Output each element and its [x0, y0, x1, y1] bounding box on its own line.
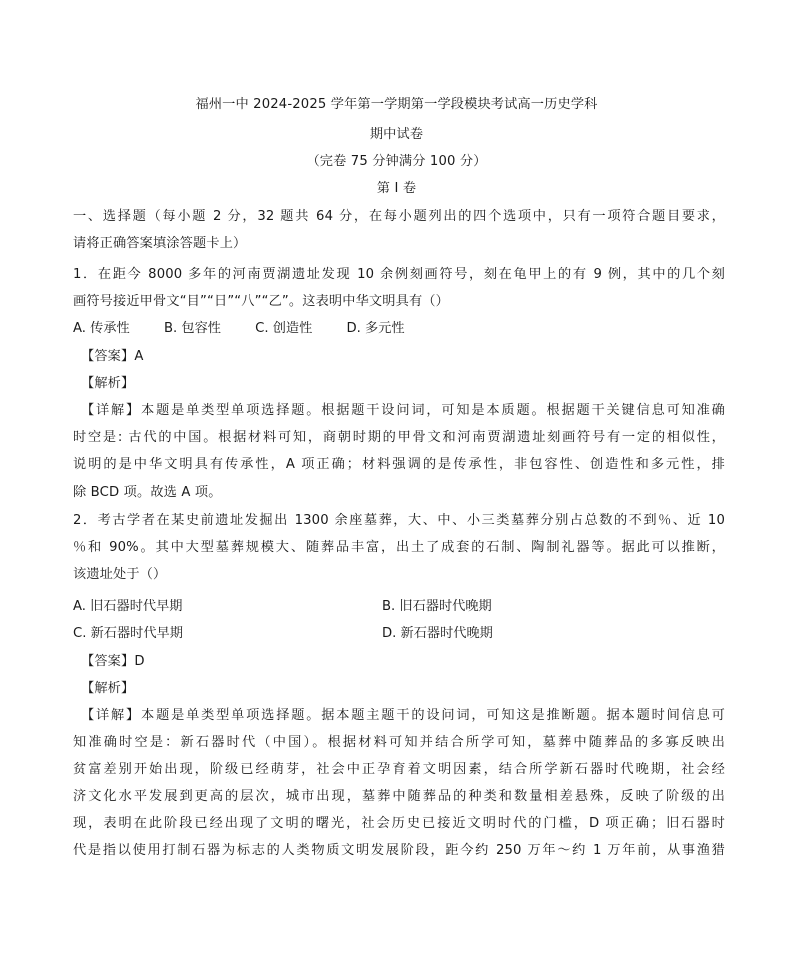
q1-detail-line3: 说明的是中华文明具有传承性，A 项正确；材料强调的是传承性，非包容性、创造性和多元性，排 [73, 457, 725, 472]
section-instruction-line2: 请将正确答案填涂答题卡上） [73, 236, 247, 251]
section-instruction-line1: 一、选择题（每小题 2 分，32 题共 64 分，在每小题列出的四个选项中，只有一项符合题目要求， [73, 209, 725, 224]
q2-detail-line1: 【详解】本题是单类型单项选择题。据本题主题干的设问词，可知这是推断题。据本题时间信息可 [81, 708, 725, 723]
q2-detail-line4: 济文化水平发展到更高的层次，城市出现，墓葬中随葬品的种类和数量相差悬殊，反映了阶级的出 [73, 789, 725, 804]
exam-subtitle: 期中试卷 [369, 127, 424, 142]
q1-stem-line2: 画符号接近甲骨文“目”“日”“八”“乙”。这表明中华文明具有（） [73, 294, 449, 309]
q1-option-c: C. 创造性 [255, 321, 313, 336]
q1-option-d: D. 多元性 [346, 321, 405, 336]
volume-label: 第 I 卷 [376, 181, 417, 196]
exam-title: 福州一中 2024-2025 学年第一学期第一学段模块考试高一历史学科 [195, 97, 598, 112]
q2-option-d: D. 新石器时代晚期 [382, 626, 493, 641]
q1-options [73, 320, 725, 338]
q2-detail-line6: 代是指以使用打制石器为标志的人类物质文明发展阶段，距今约 250 万年～约 1 万年前，从事渔猎 [73, 843, 725, 858]
q1-analysis-label: 【解析】 [81, 376, 135, 391]
q2-answer: 【答案】D [81, 654, 145, 669]
q1-option-a: A. 传承性 [73, 321, 130, 336]
q1-option-b: B. 包容性 [163, 321, 221, 336]
q2-stem-line1: 2．考古学者在某史前遗址发掘出 1300 余座墓葬，大、中、小三类墓葬分别占总数的不到％、近 10 [73, 513, 725, 528]
q2-option-a: A. 旧石器时代早期 [73, 599, 183, 614]
q2-option-b: B. 旧石器时代晚期 [382, 599, 492, 614]
q2-detail-line5: 现，表明在此阶段已经出现了文明的曙光，社会历史已接近文明时代的门槛，D 项正确；旧石器时 [73, 816, 725, 831]
q2-option-c: C. 新石器时代早期 [73, 626, 183, 641]
q1-detail-line1: 【详解】本题是单类型单项选择题。根据题干设问词，可知是本质题。根据题干关键信息可知准确 [81, 403, 725, 418]
q1-answer: 【答案】A [81, 349, 144, 364]
q2-stem-line3: 该遗址处于（） [73, 567, 167, 582]
q2-detail-line2: 知准确时空是：新石器时代（中国）。根据材料可知并结合所学可知，墓葬中随葬品的多寡反映出 [73, 735, 725, 750]
q2-stem-line2: ％和 90%。其中大型墓葬规模大、随葬品丰富，出土了成套的石制、陶制礼器等。据此可以推断， [73, 540, 725, 555]
q1-detail-line2: 时空是: 古代的中国。根据材料可知，商朝时期的甲骨文和河南贾湖遗址刻画符号有一定的相似性， [73, 430, 725, 445]
q1-detail-line4: 除 BCD 项。故选 A 项。 [73, 485, 222, 500]
q1-stem-line1: 1．在距今 8000 多年的河南贾湖遗址发现 10 余例刻画符号，刻在龟甲上的有 9 例，其中的几个刻 [73, 267, 725, 282]
q2-detail-line3: 贫富差别开始出现，阶级已经萌芽，社会中正孕育着文明因素，结合所学新石器时代晚期，社会经 [73, 762, 725, 777]
exam-duration: （完卷 75 分钟满分 100 分） [306, 154, 487, 169]
q2-analysis-label: 【解析】 [81, 681, 135, 696]
